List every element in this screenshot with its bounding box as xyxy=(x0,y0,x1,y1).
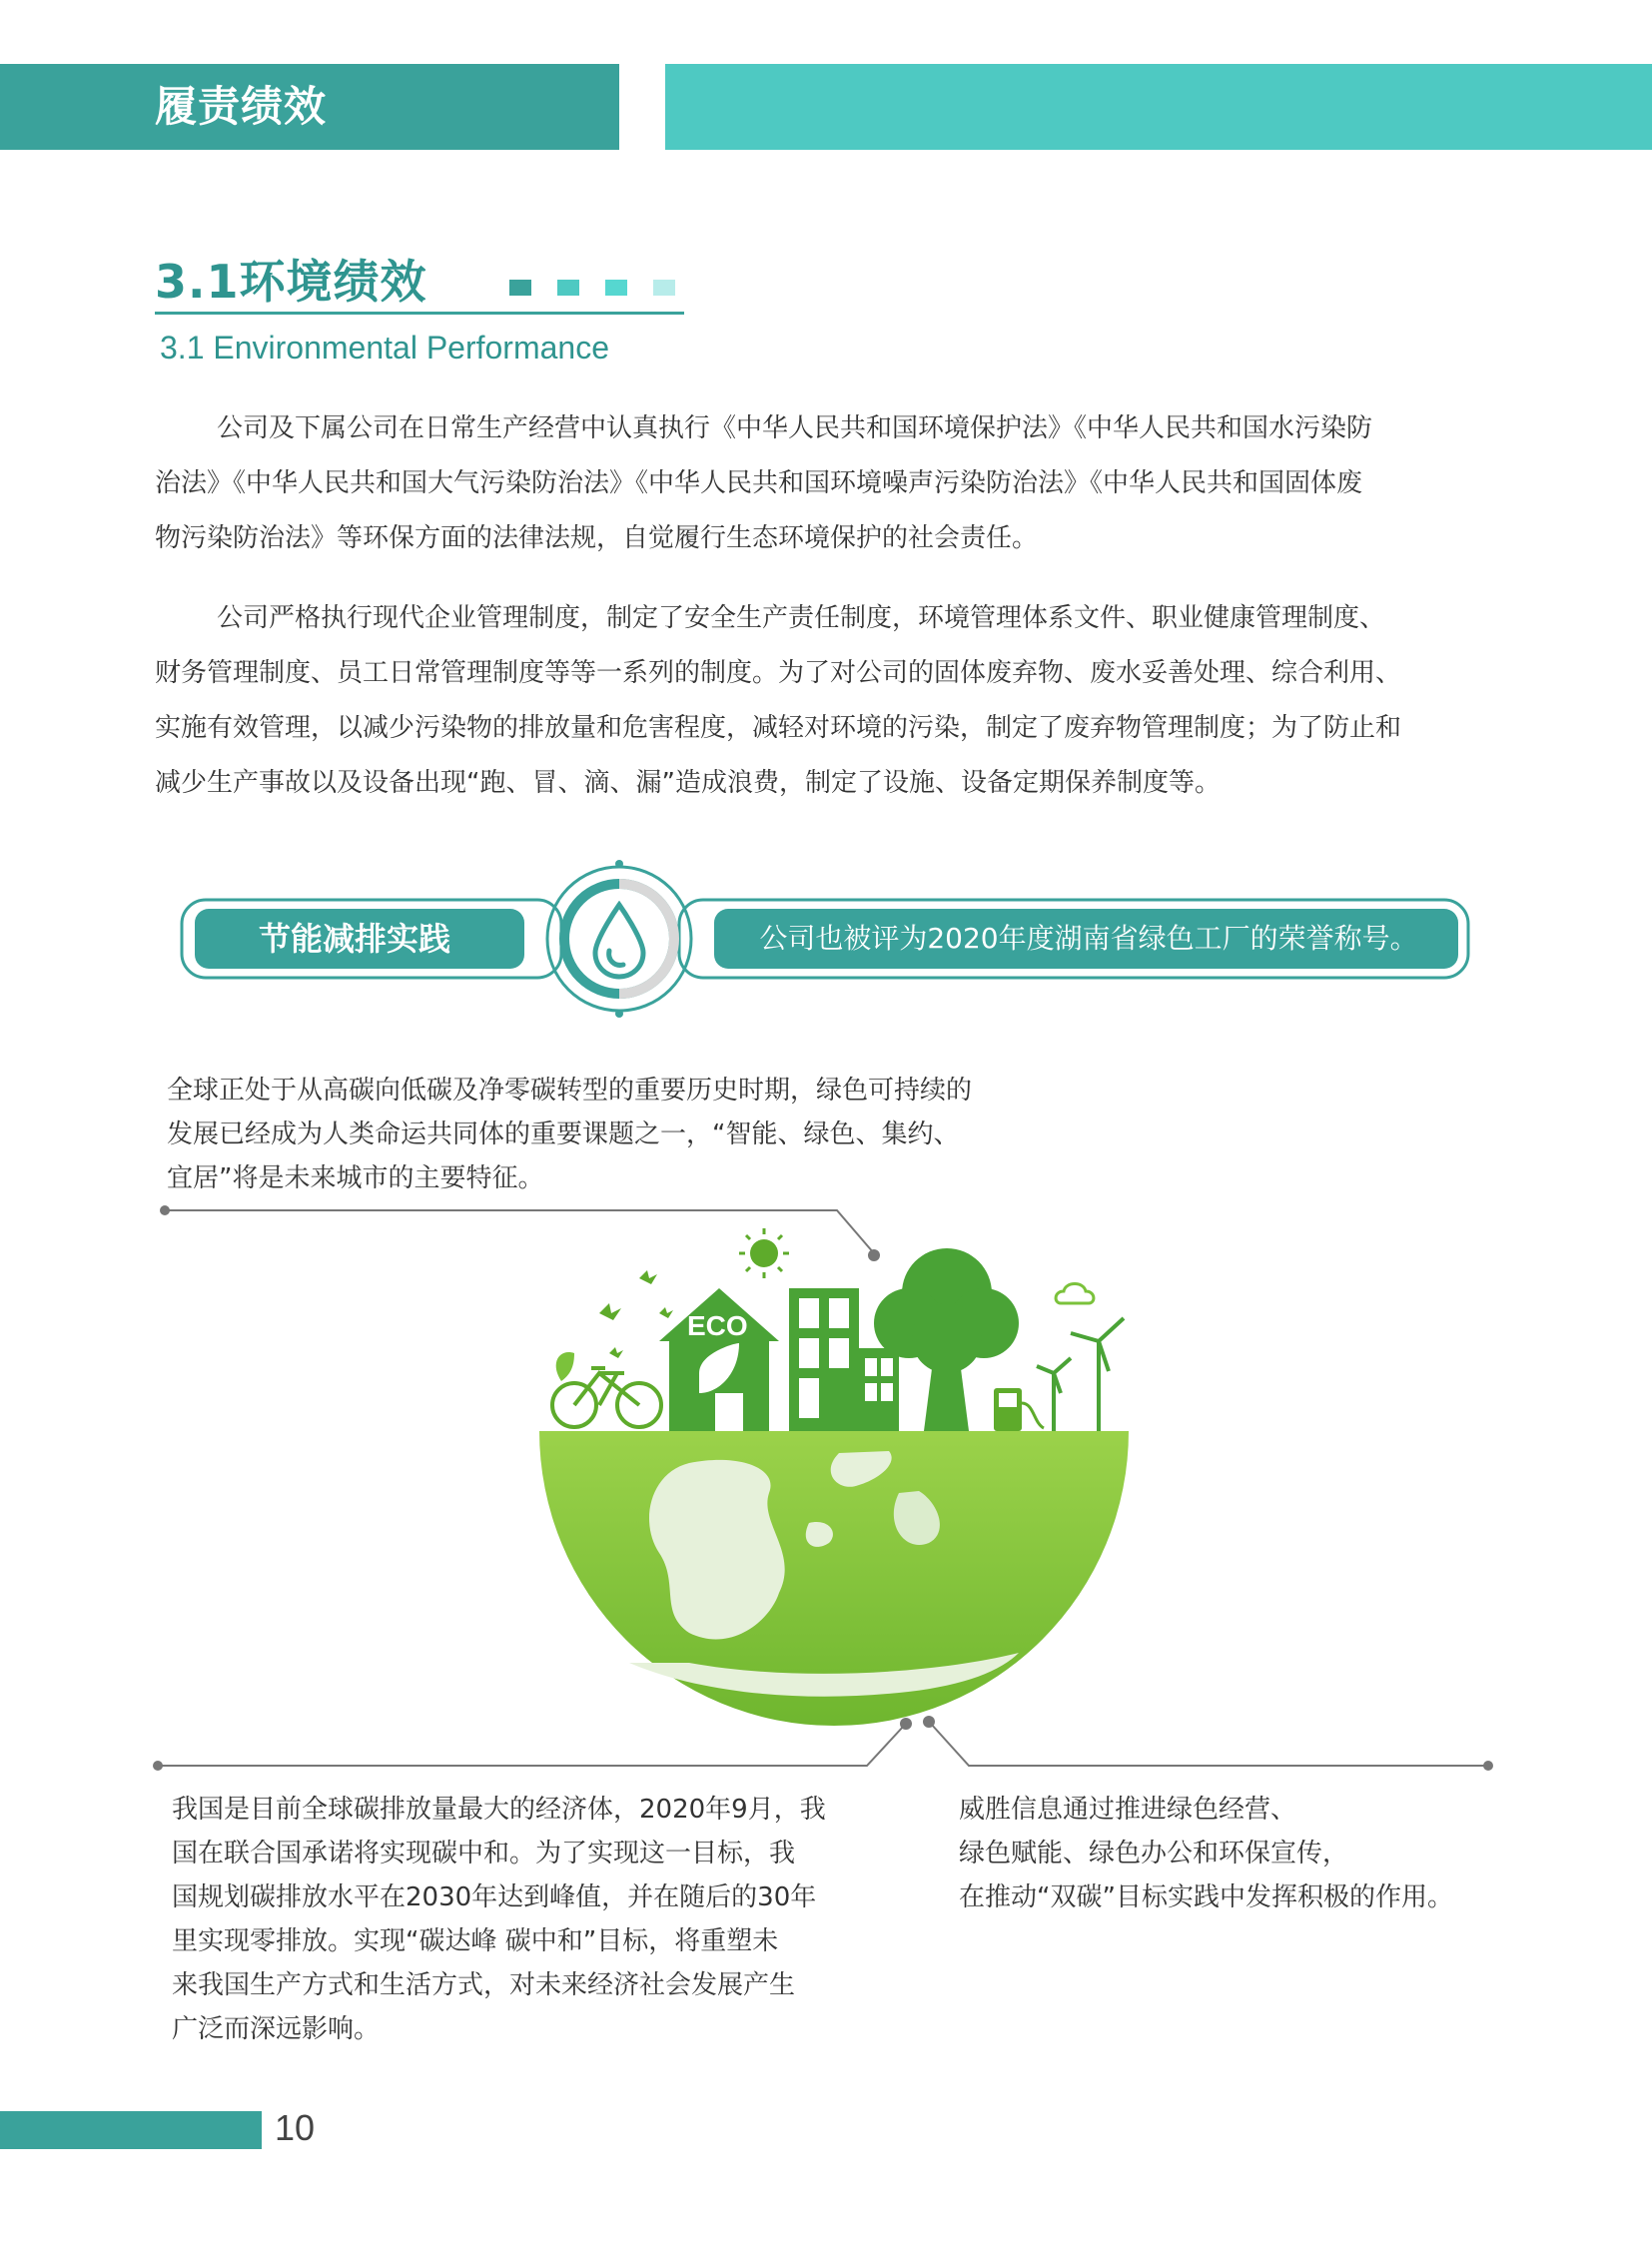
paragraph-2: 公司严格执行现代企业管理制度，制定了安全生产责任制度，环境管理体系文件、职业健康管理制度、 财务管理制度、员工日常管理制度等等一系列的制度。为了对公司的固体废弃物、废水妥善处理、综合利用、 实施有效管理，以减少污染物的排放量和危害程度，减轻对环境的污染，制定了废弃物管理制度；为了防止和 减少生产事故以及设备出现“跑、冒、滴、漏”造成浪费，制定了设施、设备定期保养制度等。 xyxy=(155,603,1402,798)
page-number-bar xyxy=(0,2111,262,2149)
section-title: 3.1环境绩效 xyxy=(155,255,427,309)
paragraph-1: 公司及下属公司在日常生产经营中认真执行《中华人民共和国环境保护法》《中华人民共和国水污染防 治法》《中华人民共和国大气污染防治法》《中华人民共和国环境噪声污染防治法》《中华人民共和国固体废 物污染防治法》等环保方面的法律法规，自觉履行生态环境保护的社会责任。 xyxy=(155,413,1373,553)
eco-globe-illustration xyxy=(539,1223,1139,1733)
section-subtitle: 3.1 Environmental Performance xyxy=(160,330,609,366)
banner-text-right: 公司也被评为2020年度湖南省绿色工厂的荣誉称号。 xyxy=(759,922,1418,955)
page-number: 10 xyxy=(275,2107,316,2148)
callout-top: 全球正处于从高碳向低碳及净零碳转型的重要历史时期，绿色可持续的 发展已经成为人类命运共同体的重要课题之一，“智能、绿色、集约、 宜居”将是未来城市的主要特征。 xyxy=(167,1076,973,1193)
banner-label-left: 节能减排实践 xyxy=(258,920,450,958)
callout-bottom-left: 我国是目前全球碳排放量最大的经济体，2020年9月，我 国在联合国承诺将实现碳中和。为了实现这一目标，我 国规划碳排放水平在2030年达到峰值，并在随后的30年 里实现零排放。实现“碳达峰 碳中和”目标，将重塑未 来我国生产方式和生活方式，对未来经济社会发展产生 广泛而深远影响。 xyxy=(172,1795,826,2044)
section-tag: 履责绩效 xyxy=(155,82,328,131)
callout-bottom-right: 威胜信息通过推进绿色经营、 绿色赋能、绿色办公和环保宣传， 在推动“双碳”目标实践中发挥积极的作用。 xyxy=(959,1795,1453,1912)
eco-label: ECO xyxy=(687,1310,748,1341)
